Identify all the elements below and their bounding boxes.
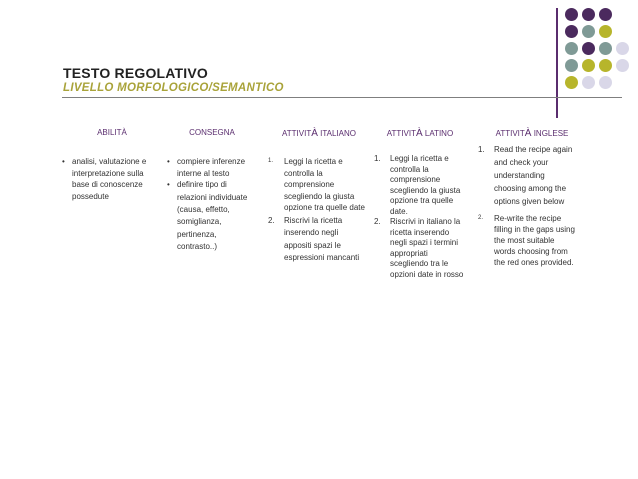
column-italiano [268,156,368,265]
decorative-dot [565,59,578,72]
decorative-dot [565,42,578,55]
column-latino [374,154,468,280]
list-item: 2. Re-write the recipe filling in the gaps using the most suitable words choosing from the red ones provided. [478,214,575,267]
decorative-vertical-line [556,8,558,118]
decorative-dot [582,8,595,21]
decorative-dot [599,42,612,55]
column-heading-latino: ATTIVITÀ LATINO [386,128,454,139]
decorative-dot [582,42,595,55]
column-heading-inglese: ATTIVITÀ INGLESE [495,128,569,139]
decorative-dot [599,76,612,89]
decorative-dot [616,59,629,72]
list-item: 2. Riscrivi in italiano la ricetta inserendo negli spazi i termini appropriati scegliendo tra le opzioni date in rosso [374,217,464,279]
list-item: 1. Read the recipe again and check your understanding choosing among the options given below [478,145,573,206]
decorative-dot [599,25,612,38]
page-title: TESTO REGOLATIVO [63,65,209,81]
column-heading-italiano: ATTIVITÀ ITALIANO [282,128,356,139]
decorative-dot [616,42,629,55]
column-consegna [167,156,257,254]
decorative-dot-grid [565,8,637,98]
page-subtitle: LIVELLO MORFOLOGICO/SEMANTICO [63,82,284,94]
column-heading-consegna: CONSEGNA [189,128,235,137]
list-item: 2. Riscrivi la ricetta inserendo negli appositi spazi le espressioni mancanti [268,215,360,263]
decorative-dot [599,59,612,72]
list-item: • compiere inferenze interne al testo [167,156,257,179]
decorative-dot [582,59,595,72]
decorative-dot [599,8,612,21]
column-abilita [62,156,154,202]
decorative-dot [582,25,595,38]
list-item: • definire tipo di relazioni individuate (causa, effetto, somiglianza, pertinenza, contrasto..) [167,179,257,253]
decorative-dot [582,76,595,89]
list-item: • analisi, valutazione e interpretazione sulla base di conoscenze possedute [62,156,154,202]
decorative-dot [565,76,578,89]
list-item: 1. Leggi la ricetta e controlla la comprensione scegliendo la giusta opzione tra quelle date. [374,154,461,216]
list-item: 1. Leggi la ricetta e controlla la comprensione scegliendo la giusta opzione tra quelle date [268,157,365,213]
divider [62,97,622,98]
decorative-dot [565,8,578,21]
column-inglese [478,143,578,268]
decorative-dot [565,25,578,38]
column-heading-abilita: ABILITÀ [97,128,127,137]
